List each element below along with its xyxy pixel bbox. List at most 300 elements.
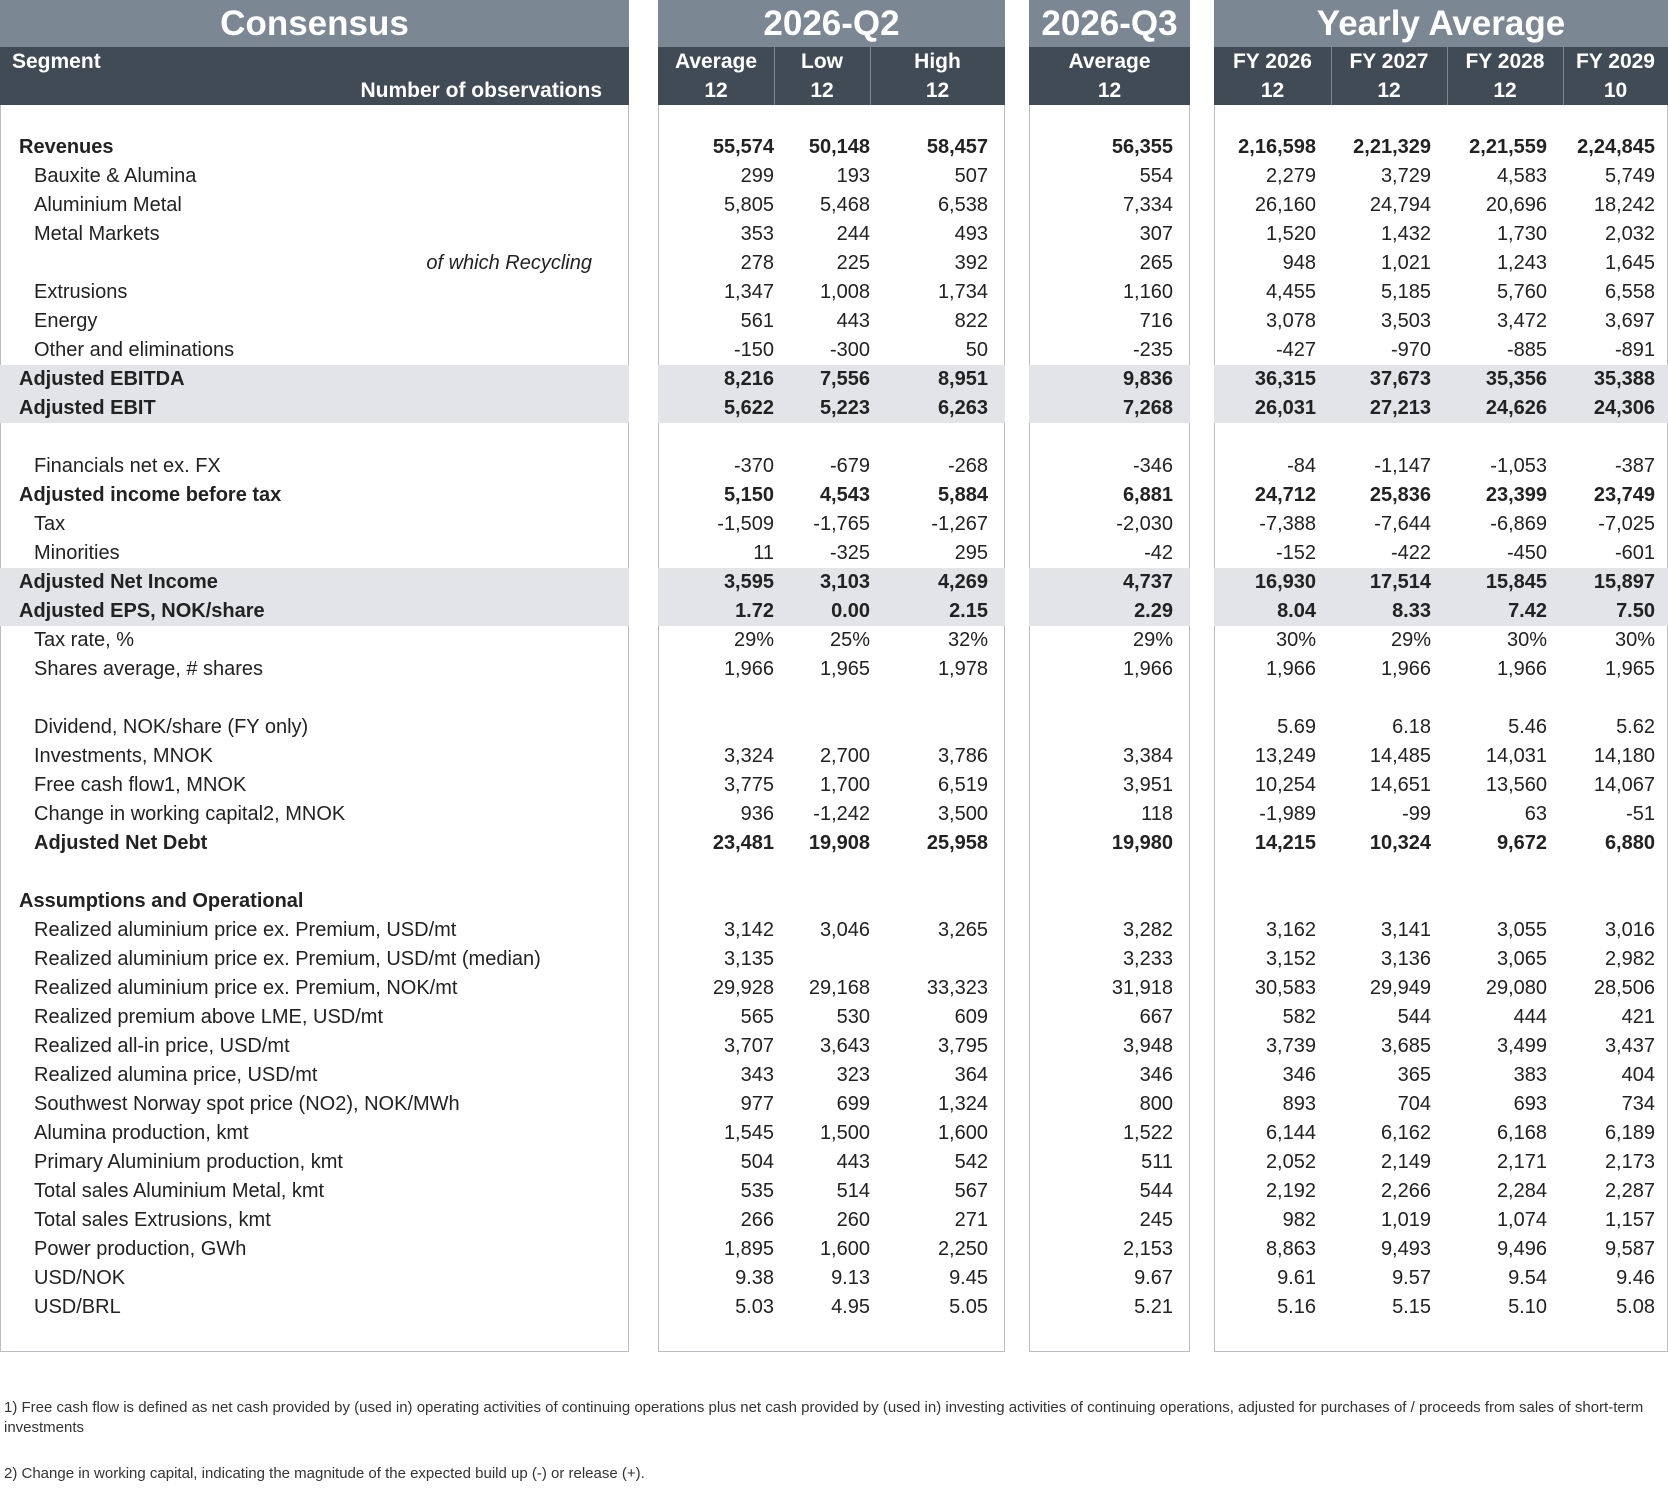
value-cell: 2,21,559 xyxy=(1469,136,1547,158)
value-cell: 544 xyxy=(1139,1180,1173,1202)
value-cell: 30% xyxy=(1614,629,1655,651)
row-label: Dividend, NOK/share (FY only) xyxy=(34,716,309,738)
value-cell: 3,595 xyxy=(723,571,774,593)
row-label: Alumina production, kmt xyxy=(34,1122,249,1144)
value-cell: 245 xyxy=(1139,1209,1173,1231)
value-cell: 15,845 xyxy=(1485,571,1547,593)
value-cell xyxy=(774,945,870,974)
value-cell: 28,506 xyxy=(1593,977,1655,999)
value-cell: -679 xyxy=(829,455,870,477)
footnote-1: 1) Free cash flow is defined as net cash provided by (used in) operating activities of continuing operations plus net cash provided by (used in) investing activities of continuing operations, adjusted for purchases of / proceeds from sales of short-term investments xyxy=(4,1399,1644,1436)
value-cell: 29% xyxy=(733,629,774,651)
value-cell: 118 xyxy=(1141,803,1173,825)
row-label: Adjusted EPS, NOK/share xyxy=(19,600,265,622)
value-cell: 3,162 xyxy=(1265,919,1316,941)
value-cell: 6,519 xyxy=(937,774,988,796)
value-cell: 4,737 xyxy=(1122,571,1173,593)
value-cell: 23,481 xyxy=(712,832,774,854)
value-cell: 2,171 xyxy=(1496,1151,1547,1173)
value-cell: 4.95 xyxy=(831,1296,870,1318)
value-cell: 443 xyxy=(836,310,870,332)
row-label: Metal Markets xyxy=(34,223,160,245)
value-cell: -84 xyxy=(1287,455,1316,477)
row-label: Aluminium Metal xyxy=(34,194,182,216)
value-cell: 266 xyxy=(740,1209,774,1231)
value-cell: 244 xyxy=(836,223,870,245)
value-cell: 20,696 xyxy=(1485,194,1547,216)
value-cell: 1,432 xyxy=(1380,223,1431,245)
value-cell: 2.15 xyxy=(949,600,988,622)
value-cell: 278 xyxy=(740,252,774,274)
value-cell: 4,583 xyxy=(1496,165,1547,187)
value-cell: 18,242 xyxy=(1593,194,1655,216)
value-cell: 2,173 xyxy=(1604,1151,1655,1173)
value-cell: -970 xyxy=(1390,339,1431,361)
value-cell: 443 xyxy=(836,1151,870,1173)
value-cell: 9.67 xyxy=(1134,1267,1173,1289)
value-cell: 295 xyxy=(954,542,988,564)
value-cell: 23,399 xyxy=(1485,484,1547,506)
value-cell: 561 xyxy=(740,310,774,332)
value-cell: 3,503 xyxy=(1380,310,1431,332)
value-cell: 800 xyxy=(1139,1093,1173,1115)
value-cell: -42 xyxy=(1144,542,1173,564)
value-cell: 4,543 xyxy=(819,484,870,506)
column-header: Low xyxy=(801,50,843,73)
value-cell: 2,052 xyxy=(1265,1151,1316,1173)
value-cell: 9.54 xyxy=(1508,1267,1547,1289)
value-cell: 2,250 xyxy=(937,1238,988,1260)
value-cell: -885 xyxy=(1506,339,1547,361)
value-cell: 13,249 xyxy=(1254,745,1316,767)
value-cell: 5,805 xyxy=(723,194,774,216)
value-cell xyxy=(1029,713,1173,742)
value-cell: 9,836 xyxy=(1122,368,1173,390)
value-cell: 56,355 xyxy=(1111,136,1173,158)
row-label: Extrusions xyxy=(34,281,128,303)
observation-count: 12 xyxy=(1260,79,1285,102)
value-cell: 567 xyxy=(954,1180,988,1202)
value-cell: 5.69 xyxy=(1277,716,1316,738)
row-label: Power production, GWh xyxy=(34,1238,247,1260)
observation-count: 12 xyxy=(1377,79,1401,102)
value-cell: 33,323 xyxy=(926,977,988,999)
value-cell: 19,908 xyxy=(808,832,870,854)
value-cell: 2,149 xyxy=(1380,1151,1431,1173)
value-cell: 9,496 xyxy=(1496,1238,1547,1260)
value-cell: 565 xyxy=(740,1006,774,1028)
value-cell: 19,980 xyxy=(1111,832,1173,854)
row-label: Minorities xyxy=(34,542,120,564)
row-label: Realized all-in price, USD/mt xyxy=(34,1035,290,1057)
value-cell: 1,324 xyxy=(937,1093,988,1115)
value-cell: 1,966 xyxy=(723,658,774,680)
value-cell xyxy=(774,713,870,742)
value-cell: 29% xyxy=(1390,629,1431,651)
value-cell: 507 xyxy=(954,165,988,187)
value-cell: 3,324 xyxy=(723,745,774,767)
value-cell: 3,065 xyxy=(1496,948,1547,970)
value-cell: 193 xyxy=(836,165,870,187)
value-cell: 35,356 xyxy=(1485,368,1547,390)
value-cell: 5.16 xyxy=(1277,1296,1316,1318)
value-cell: 1,600 xyxy=(937,1122,988,1144)
value-cell: 24,626 xyxy=(1485,397,1547,419)
value-cell: 5,223 xyxy=(819,397,870,419)
value-cell: 225 xyxy=(836,252,870,274)
value-cell: 2,287 xyxy=(1604,1180,1655,1202)
value-cell: 977 xyxy=(740,1093,774,1115)
value-cell: 3,282 xyxy=(1122,919,1173,941)
value-cell: 609 xyxy=(954,1006,988,1028)
value-cell: 9.13 xyxy=(831,1267,870,1289)
header-separator xyxy=(1331,47,1332,105)
value-cell: 58,457 xyxy=(926,136,988,158)
value-cell: 6,263 xyxy=(937,397,988,419)
value-cell: 1,700 xyxy=(819,774,870,796)
row-label: Realized alumina price, USD/mt xyxy=(34,1064,318,1086)
value-cell: 1.72 xyxy=(735,600,774,622)
value-cell: 5,468 xyxy=(819,194,870,216)
value-cell: 260 xyxy=(836,1209,870,1231)
row-label: Primary Aluminium production, kmt xyxy=(34,1151,343,1173)
value-cell: 5.15 xyxy=(1392,1296,1431,1318)
value-cell: -2,030 xyxy=(1116,513,1173,535)
value-cell: 1,966 xyxy=(1122,658,1173,680)
num-obs-label: Number of observations xyxy=(360,79,602,102)
value-cell: 10,254 xyxy=(1254,774,1316,796)
value-cell: 29,949 xyxy=(1369,977,1431,999)
column-header: FY 2029 xyxy=(1575,50,1655,73)
row-label: Adjusted income before tax xyxy=(19,484,282,506)
row-label: Investments, MNOK xyxy=(34,745,213,767)
value-cell: 3,016 xyxy=(1604,919,1655,941)
value-cell: 8.04 xyxy=(1277,600,1316,622)
value-cell: 5,185 xyxy=(1380,281,1431,303)
value-cell: 2,032 xyxy=(1604,223,1655,245)
value-cell: 514 xyxy=(836,1180,870,1202)
value-cell: 8,863 xyxy=(1265,1238,1316,1260)
column-header: High xyxy=(914,50,961,73)
value-cell: 5.62 xyxy=(1616,716,1655,738)
value-cell: 982 xyxy=(1282,1209,1316,1231)
value-cell: 5,150 xyxy=(723,484,774,506)
value-cell: 3,135 xyxy=(723,948,774,970)
observation-count: 12 xyxy=(1097,79,1122,102)
column-header: Average xyxy=(1068,50,1151,73)
column-header: FY 2026 xyxy=(1232,50,1312,73)
value-cell: 9,672 xyxy=(1496,832,1547,854)
value-cell: 26,160 xyxy=(1254,194,1316,216)
value-cell: 3,078 xyxy=(1265,310,1316,332)
value-cell: 7.42 xyxy=(1508,600,1547,622)
value-cell: 1,522 xyxy=(1122,1122,1173,1144)
value-cell xyxy=(1563,887,1655,916)
value-cell: -7,644 xyxy=(1374,513,1431,535)
value-cell: 8,216 xyxy=(723,368,774,390)
value-cell: 15,897 xyxy=(1593,571,1655,593)
value-cell: -1,267 xyxy=(931,513,988,535)
row-label: Revenues xyxy=(19,136,114,158)
value-cell: 29,928 xyxy=(712,977,774,999)
value-cell: 63 xyxy=(1524,803,1547,825)
yearly-title: Yearly Average xyxy=(1214,0,1668,47)
row-label: USD/BRL xyxy=(34,1296,121,1318)
column-header: FY 2027 xyxy=(1349,50,1429,73)
value-cell: 50,148 xyxy=(808,136,870,158)
value-cell: 936 xyxy=(740,803,774,825)
row-label: Adjusted EBITDA xyxy=(19,368,185,390)
value-cell: 10,324 xyxy=(1369,832,1431,854)
segment-header: Segment xyxy=(12,50,101,73)
value-cell xyxy=(870,887,988,916)
value-cell: 323 xyxy=(836,1064,870,1086)
value-cell xyxy=(658,887,774,916)
value-cell: 299 xyxy=(740,165,774,187)
value-cell: 11 xyxy=(753,542,774,564)
observation-count: 10 xyxy=(1603,79,1628,102)
value-cell: 2,24,845 xyxy=(1577,136,1655,158)
value-cell: 36,315 xyxy=(1254,368,1316,390)
value-cell: 3,136 xyxy=(1380,948,1431,970)
value-cell: 31,918 xyxy=(1111,977,1173,999)
value-cell: 27,213 xyxy=(1369,397,1431,419)
value-cell: 6,162 xyxy=(1380,1122,1431,1144)
value-cell: -235 xyxy=(1132,339,1173,361)
value-cell: -427 xyxy=(1275,339,1316,361)
header-separator xyxy=(1563,47,1564,105)
value-cell: 2,21,329 xyxy=(1353,136,1431,158)
row-label: Free cash flow1, MNOK xyxy=(34,774,247,796)
value-cell: 1,243 xyxy=(1496,252,1547,274)
value-cell: 511 xyxy=(1141,1151,1173,1173)
value-cell: 716 xyxy=(1139,310,1173,332)
value-cell: 6,880 xyxy=(1604,832,1655,854)
value-cell: 14,215 xyxy=(1254,832,1316,854)
value-cell: 5,749 xyxy=(1604,165,1655,187)
value-cell: 3,472 xyxy=(1496,310,1547,332)
value-cell: -152 xyxy=(1275,542,1316,564)
value-cell: 8,951 xyxy=(937,368,988,390)
observation-count: 12 xyxy=(1493,79,1517,102)
value-cell: 3,103 xyxy=(819,571,870,593)
row-label: Total sales Extrusions, kmt xyxy=(34,1209,271,1231)
value-cell: 5,884 xyxy=(937,484,988,506)
value-cell: 3,697 xyxy=(1604,310,1655,332)
value-cell: 5.10 xyxy=(1508,1296,1547,1318)
value-cell xyxy=(1214,887,1316,916)
header-separator xyxy=(774,47,775,105)
value-cell: 30% xyxy=(1506,629,1547,651)
value-cell: 30,583 xyxy=(1254,977,1316,999)
value-cell: 29% xyxy=(1132,629,1173,651)
consensus-title: Consensus xyxy=(0,0,629,47)
value-cell: 1,966 xyxy=(1496,658,1547,680)
value-cell: 29,080 xyxy=(1485,977,1547,999)
value-cell: 55,574 xyxy=(712,136,774,158)
value-cell: 23,749 xyxy=(1593,484,1655,506)
column-header: FY 2028 xyxy=(1465,50,1545,73)
value-cell: 404 xyxy=(1621,1064,1655,1086)
value-cell: 3,729 xyxy=(1380,165,1431,187)
value-cell: 14,485 xyxy=(1369,745,1431,767)
value-cell: -387 xyxy=(1614,455,1655,477)
value-cell: 0.00 xyxy=(831,600,870,622)
value-cell: 2,153 xyxy=(1122,1238,1173,1260)
value-cell: 9.46 xyxy=(1616,1267,1655,1289)
value-cell: 5,622 xyxy=(723,397,774,419)
value-cell: 1,160 xyxy=(1122,281,1173,303)
value-cell xyxy=(658,713,774,742)
value-cell: 3,951 xyxy=(1122,774,1173,796)
value-cell: 29,168 xyxy=(808,977,870,999)
value-cell: 383 xyxy=(1513,1064,1547,1086)
value-cell: -450 xyxy=(1506,542,1547,564)
value-cell: 5.05 xyxy=(949,1296,988,1318)
value-cell: 3,500 xyxy=(937,803,988,825)
row-label: of which Recycling xyxy=(426,252,592,274)
row-label: Realized aluminium price ex. Premium, USD/mt xyxy=(34,919,457,941)
row-label: Realized aluminium price ex. Premium, USD/mt (median) xyxy=(34,948,541,970)
row-label: Southwest Norway spot price (NO2), NOK/MWh xyxy=(34,1093,460,1115)
value-cell: 9,493 xyxy=(1380,1238,1431,1260)
value-cell: 8.33 xyxy=(1392,600,1431,622)
row-label: Financials net ex. FX xyxy=(34,455,221,477)
row-label: Shares average, # shares xyxy=(34,658,264,680)
value-cell: 5,760 xyxy=(1496,281,1547,303)
value-cell: 3,152 xyxy=(1265,948,1316,970)
value-cell: -268 xyxy=(947,455,988,477)
value-cell: 1,520 xyxy=(1265,223,1316,245)
q3-title: 2026-Q3 xyxy=(1029,0,1190,47)
row-label: Change in working capital2, MNOK xyxy=(34,803,346,825)
value-cell: 35,388 xyxy=(1593,368,1655,390)
value-cell: 444 xyxy=(1513,1006,1547,1028)
value-cell: 346 xyxy=(1139,1064,1173,1086)
value-cell: -1,147 xyxy=(1374,455,1431,477)
value-cell: 3,046 xyxy=(819,919,870,941)
value-cell: -99 xyxy=(1402,803,1431,825)
value-cell: 667 xyxy=(1139,1006,1173,1028)
value-cell: 1,157 xyxy=(1604,1209,1655,1231)
row-label: Realized premium above LME, USD/mt xyxy=(34,1006,384,1028)
value-cell: 6,189 xyxy=(1604,1122,1655,1144)
value-cell: 5.08 xyxy=(1616,1296,1655,1318)
header-separator xyxy=(870,47,871,105)
value-cell: 25% xyxy=(829,629,870,651)
row-label: Tax xyxy=(34,513,66,535)
value-cell: 3,437 xyxy=(1604,1035,1655,1057)
value-cell: 9.38 xyxy=(735,1267,774,1289)
value-cell: 1,019 xyxy=(1380,1209,1431,1231)
value-cell: 24,794 xyxy=(1369,194,1431,216)
value-cell xyxy=(870,713,988,742)
value-cell: 1,545 xyxy=(723,1122,774,1144)
value-cell: 1,645 xyxy=(1604,252,1655,274)
value-cell: -300 xyxy=(829,339,870,361)
value-cell: 1,734 xyxy=(937,281,988,303)
value-cell: 2,266 xyxy=(1380,1180,1431,1202)
value-cell: 2,279 xyxy=(1265,165,1316,187)
value-cell: 3,786 xyxy=(937,745,988,767)
value-cell: 2,700 xyxy=(819,745,870,767)
row-label: Realized aluminium price ex. Premium, NOK/mt xyxy=(34,977,458,999)
value-cell: 25,836 xyxy=(1369,484,1431,506)
value-cell: 365 xyxy=(1397,1064,1431,1086)
value-cell xyxy=(870,945,988,974)
value-cell: 3,775 xyxy=(723,774,774,796)
value-cell: 693 xyxy=(1513,1093,1547,1115)
value-cell: 3,141 xyxy=(1380,919,1431,941)
observation-count: 12 xyxy=(704,79,728,102)
row-label: Adjusted Net Income xyxy=(19,571,218,593)
value-cell: 3,739 xyxy=(1265,1035,1316,1057)
value-cell: 353 xyxy=(740,223,774,245)
value-cell: 1,965 xyxy=(1604,658,1655,680)
value-cell: -601 xyxy=(1614,542,1655,564)
value-cell: 1,008 xyxy=(819,281,870,303)
row-label: USD/NOK xyxy=(34,1267,126,1289)
value-cell: -346 xyxy=(1132,455,1173,477)
value-cell: 3,142 xyxy=(723,919,774,941)
value-cell: 50 xyxy=(965,339,988,361)
value-cell: -891 xyxy=(1614,339,1655,361)
header-separator xyxy=(1447,47,1448,105)
value-cell: 1,347 xyxy=(723,281,774,303)
value-cell: -422 xyxy=(1390,542,1431,564)
value-cell: 1,978 xyxy=(937,658,988,680)
value-cell: -6,869 xyxy=(1490,513,1547,535)
row-label: Adjusted EBIT xyxy=(19,397,156,419)
q2-title: 2026-Q2 xyxy=(658,0,1005,47)
value-cell: 3,384 xyxy=(1122,745,1173,767)
value-cell: 1,021 xyxy=(1380,252,1431,274)
value-cell: 893 xyxy=(1282,1093,1316,1115)
value-cell: 17,514 xyxy=(1369,571,1431,593)
value-cell: 13,560 xyxy=(1485,774,1547,796)
value-cell: -1,509 xyxy=(717,513,774,535)
value-cell: 307 xyxy=(1139,223,1173,245)
value-cell: 5.21 xyxy=(1134,1296,1173,1318)
column-header: Average xyxy=(674,50,758,73)
value-cell: -7,388 xyxy=(1259,513,1316,535)
value-cell xyxy=(1331,887,1431,916)
value-cell: 1,895 xyxy=(723,1238,774,1260)
value-cell: 4,269 xyxy=(937,571,988,593)
value-cell: 948 xyxy=(1282,252,1316,274)
value-cell: 25,958 xyxy=(926,832,988,854)
value-cell: 3,948 xyxy=(1122,1035,1173,1057)
value-cell: 421 xyxy=(1621,1006,1655,1028)
value-cell: 16,930 xyxy=(1254,571,1316,593)
row-label: Assumptions and Operational xyxy=(19,890,304,912)
value-cell xyxy=(1447,887,1547,916)
value-cell: 734 xyxy=(1621,1093,1655,1115)
value-cell: 699 xyxy=(836,1093,870,1115)
value-cell: 3,795 xyxy=(937,1035,988,1057)
value-cell: 554 xyxy=(1139,165,1173,187)
value-cell: 346 xyxy=(1282,1064,1316,1086)
value-cell: 14,031 xyxy=(1485,745,1547,767)
value-cell: 265 xyxy=(1139,252,1173,274)
value-cell: 364 xyxy=(954,1064,988,1086)
value-cell: 6,144 xyxy=(1265,1122,1316,1144)
value-cell xyxy=(774,887,870,916)
value-cell: 544 xyxy=(1397,1006,1431,1028)
value-cell: 822 xyxy=(954,310,988,332)
value-cell: 3,707 xyxy=(723,1035,774,1057)
value-cell: 6,881 xyxy=(1122,484,1173,506)
